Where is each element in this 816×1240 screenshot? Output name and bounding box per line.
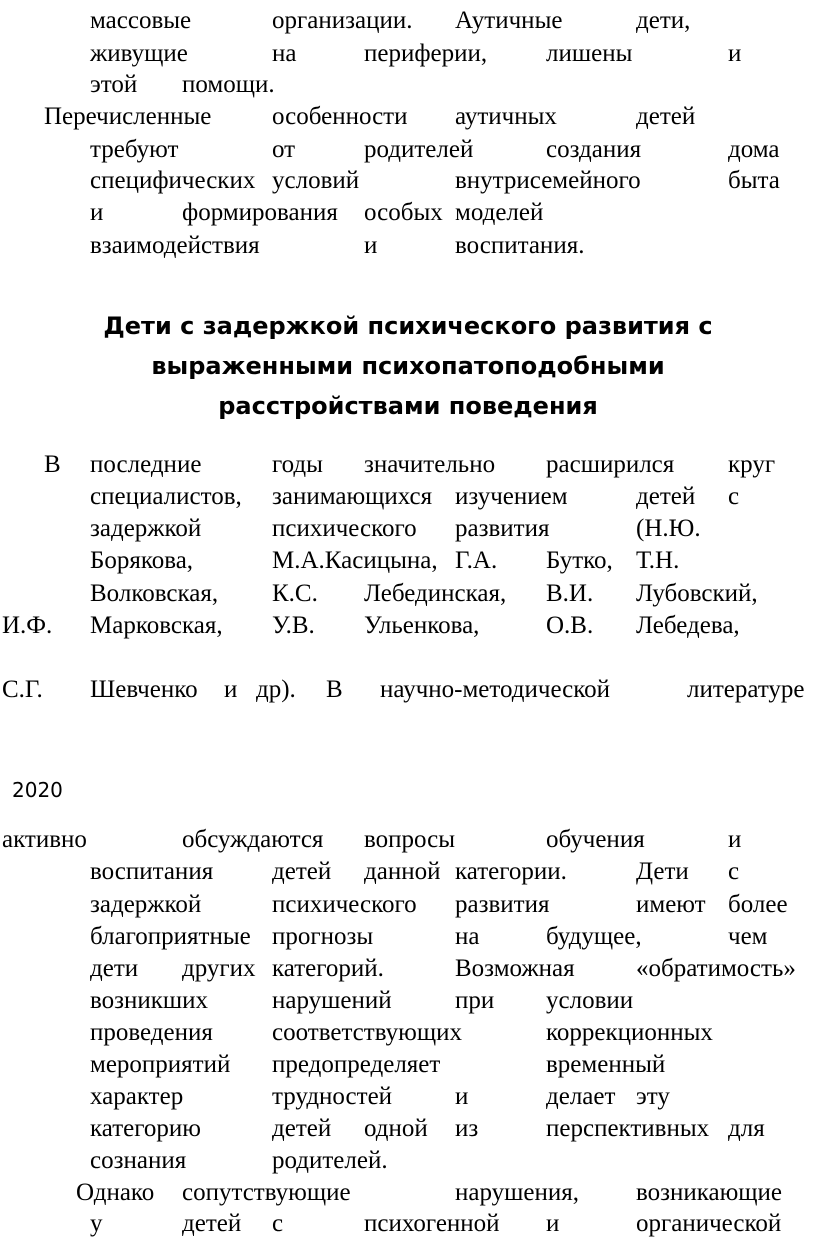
word: родителей (364, 136, 474, 163)
word: психогенной (364, 1210, 500, 1237)
word: В.И. (546, 580, 594, 607)
word: соответствующих (272, 1019, 462, 1046)
word: будущее, (546, 923, 642, 950)
word: органической (636, 1210, 782, 1237)
word: круг (728, 451, 776, 478)
word: на (455, 923, 480, 950)
word: Шевченко (90, 676, 198, 703)
word: В (44, 451, 61, 478)
section-heading-line-1: Дети с задержкой психического развития с (103, 312, 713, 340)
word: вопросы (364, 826, 456, 853)
word: других (182, 955, 256, 982)
word: дети (90, 955, 139, 982)
word: О.В. (546, 612, 594, 639)
word: Аутичные (455, 7, 563, 34)
word: дети, (636, 7, 691, 34)
word: возникающие (636, 1179, 783, 1206)
section-heading-line-2: выраженными психопатоподобными (151, 352, 665, 380)
section-heading-line-3: расстройствами поведения (218, 392, 598, 420)
word: требуют (90, 136, 179, 163)
word: быта (728, 167, 780, 194)
word: значительно (364, 451, 496, 478)
word: детей (272, 1115, 332, 1142)
word: организации. (272, 7, 413, 34)
word: Дети (636, 858, 689, 885)
word: благоприятные (90, 923, 251, 950)
word: дома (728, 136, 780, 163)
word: И.Ф. (2, 612, 53, 639)
word: для (728, 1115, 765, 1142)
word: одной (364, 1115, 428, 1142)
word: трудностей (272, 1083, 393, 1110)
word: Перечисленные (44, 103, 212, 130)
word: мероприятий (90, 1051, 231, 1078)
word: с (272, 1210, 284, 1237)
word: сознания (90, 1147, 187, 1174)
word: аутичных (455, 103, 557, 130)
word: У.В. (272, 612, 315, 639)
word: Борякова, (90, 547, 194, 574)
word: последние (90, 451, 202, 478)
word: у (90, 1210, 103, 1237)
word: на (272, 40, 297, 67)
word: категории. (455, 858, 567, 885)
word: расширился (546, 451, 675, 478)
word: задержкой (90, 515, 202, 542)
word: создания (546, 136, 642, 163)
word: данной (364, 858, 441, 885)
word: М.А.Касицына, (272, 547, 438, 574)
word: активно (2, 826, 87, 853)
word: взаимодействия (90, 232, 260, 259)
word: развития (455, 515, 550, 542)
word: Бутко, (546, 547, 613, 574)
word: проведения (90, 1019, 213, 1046)
word: условии (546, 987, 634, 1014)
word: специфических (90, 167, 256, 194)
word: при (455, 987, 495, 1014)
word: периферии, (364, 40, 488, 67)
word: научно-методической (380, 676, 611, 703)
word: возникших (90, 987, 209, 1014)
word: Ульенкова, (364, 612, 480, 639)
word: психического (272, 515, 417, 542)
word: родителей. (272, 1147, 388, 1174)
word: категорий. (272, 955, 384, 982)
word: живущие (90, 40, 188, 67)
word: др). (256, 676, 296, 703)
word: изучением (455, 483, 568, 510)
word: Г.А. (455, 547, 498, 574)
word: временный (546, 1051, 666, 1078)
word: моделей (455, 199, 544, 226)
word: перспективных (546, 1115, 710, 1142)
word: с (728, 858, 740, 885)
word: и (224, 676, 238, 703)
word: Марковская, (90, 612, 223, 639)
word: этой (90, 71, 138, 98)
word: внутрисемейного (455, 167, 641, 194)
word: (Н.Ю. (636, 515, 701, 542)
word: Т.Н. (636, 547, 680, 574)
word: воспитания (90, 858, 214, 885)
word: помощи. (182, 71, 275, 98)
word: категорию (90, 1115, 201, 1142)
word: условий (272, 167, 360, 194)
word: детей (182, 1210, 242, 1237)
word: воспитания. (455, 232, 585, 259)
word: развития (455, 891, 550, 918)
word: и (546, 1210, 560, 1237)
word: обсуждаются (182, 826, 324, 853)
word: характер (90, 1083, 184, 1110)
word: сопутствующие (182, 1179, 351, 1206)
word: литературе (687, 676, 805, 703)
word: более (728, 891, 788, 918)
word: формирования (182, 199, 338, 226)
word: специалистов, (90, 483, 242, 510)
word: и (728, 826, 742, 853)
word: детей (272, 858, 332, 885)
word: нарушений (272, 987, 392, 1014)
word: коррекционных (546, 1019, 713, 1046)
page-number: 2020 (12, 778, 63, 802)
word: Однако (76, 1179, 155, 1206)
word: Возможная (455, 955, 575, 982)
word: нарушения, (455, 1179, 579, 1206)
word: задержкой (90, 891, 202, 918)
word: детей (636, 483, 696, 510)
word: Волковская, (90, 580, 219, 607)
word: с (728, 483, 740, 510)
word: прогнозы (272, 923, 374, 950)
word: и (90, 199, 104, 226)
word: массовые (90, 7, 192, 34)
word: особых (364, 199, 443, 226)
word: и (455, 1083, 469, 1110)
word: годы (272, 451, 323, 478)
word: Лебедева, (636, 612, 740, 639)
word: Лубовский, (636, 580, 758, 607)
word: особенности (272, 103, 408, 130)
word: имеют (636, 891, 706, 918)
word: психического (272, 891, 417, 918)
word: лишены (546, 40, 633, 67)
word: и (728, 40, 742, 67)
word: обучения (546, 826, 645, 853)
word: В (326, 676, 343, 703)
word: чем (728, 923, 768, 950)
word: предопределяет (272, 1051, 441, 1078)
word: и (364, 232, 378, 259)
word: С.Г. (2, 676, 43, 703)
word: занимающихся (272, 483, 433, 510)
word: делает (546, 1083, 616, 1110)
word: Лебединская, (364, 580, 507, 607)
word: из (455, 1115, 479, 1142)
word: К.С. (272, 580, 318, 607)
word: «обратимость» (636, 955, 796, 982)
word: эту (636, 1083, 670, 1110)
word: от (272, 136, 296, 163)
word: детей (636, 103, 696, 130)
